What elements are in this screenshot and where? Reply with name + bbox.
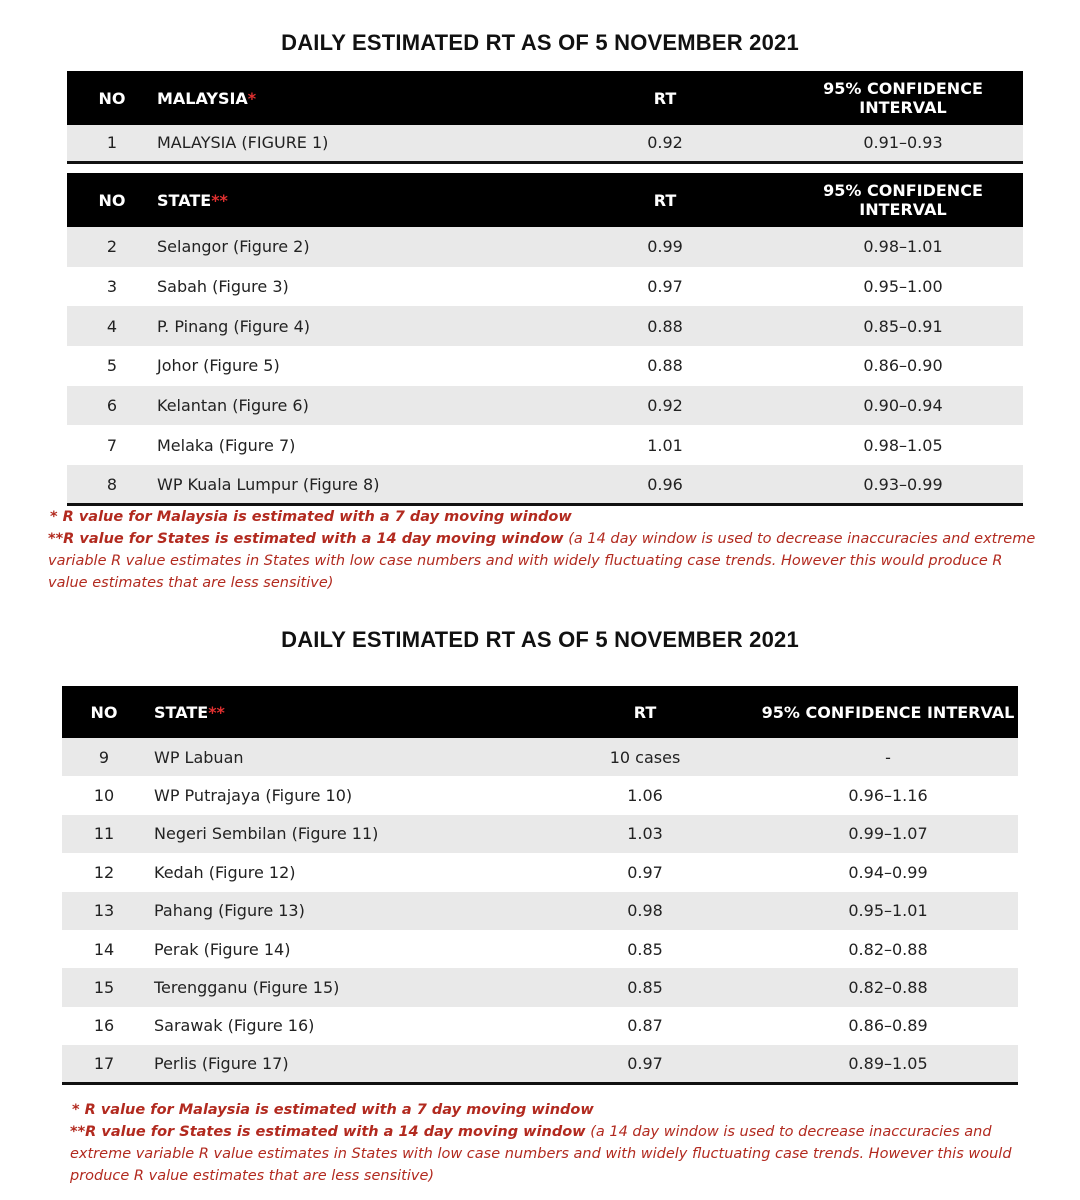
cell-rt: 0.98 <box>532 892 758 930</box>
header-rt: RT <box>547 71 783 125</box>
cell-rt: 0.92 <box>547 386 783 426</box>
table-header-row <box>62 686 1018 738</box>
cell-ci: 0.99–1.07 <box>758 815 1018 853</box>
cell-name: Perak (Figure 14) <box>154 939 291 959</box>
footnotes-1 <box>48 506 1038 594</box>
header-rt: RT <box>532 686 758 738</box>
cell-rt: 0.92 <box>547 125 783 162</box>
table-row <box>67 125 1023 162</box>
cell-rt: 0.97 <box>627 862 663 882</box>
table-row <box>62 1007 1018 1045</box>
cell-no: 6 <box>67 386 157 426</box>
cell-ci: 0.93–0.99 <box>783 465 1023 505</box>
cell-rt: 0.88 <box>647 356 683 376</box>
cell-name: Sabah (Figure 3) <box>157 277 289 297</box>
footnote-states: **R value for States is estimated with a 14 day moving window (a 14 day window is used to decrease inaccuracies and extreme variable R value estimates in States with low case numbers and with widely fluctuating case trends. However this would produce R value estimates that are less sensitive) <box>70 1124 1012 1184</box>
cell-no: 4 <box>67 306 157 346</box>
cell-rt: 0.99 <box>547 227 783 267</box>
cell-ci: 0.82–0.88 <box>758 968 1018 1006</box>
cell-name: Sarawak (Figure 16) <box>154 1016 315 1036</box>
footnotes-2 <box>70 1099 1030 1187</box>
cell-ci: 0.95–1.01 <box>758 892 1018 930</box>
footnote-malaysia: * R value for Malaysia is estimated with a 7 day moving window <box>50 509 572 525</box>
table-header-row <box>67 71 1023 125</box>
page-title-2: DAILY ESTIMATED RT AS OF 5 NOVEMBER 2021 <box>281 627 799 652</box>
cell-name: Melaka (Figure 7) <box>157 435 296 455</box>
table-row <box>67 386 1023 426</box>
cell-ci: 0.90–0.94 <box>783 386 1023 426</box>
cell-no: 3 <box>106 277 118 297</box>
cell-no: 16 <box>93 1016 115 1036</box>
cell-rt: 1.03 <box>532 815 758 853</box>
header-state: STATE** <box>146 686 532 738</box>
cell-no: 10 <box>93 786 115 806</box>
cell-rt: 0.85 <box>627 939 663 959</box>
cell-no: 15 <box>62 968 146 1006</box>
cell-ci: 0.89–1.05 <box>758 1045 1018 1083</box>
header-state: STATE** <box>157 173 547 227</box>
cell-name: Johor (Figure 5) <box>157 356 280 376</box>
cell-rt: 0.96 <box>547 465 783 505</box>
table-row <box>62 892 1018 930</box>
cell-ci: 0.86–0.89 <box>848 1016 928 1036</box>
cell-ci: 0.98–1.01 <box>783 227 1023 267</box>
header-no: NO <box>67 173 157 227</box>
header-malaysia: MALAYSIA* <box>157 71 547 125</box>
table-row <box>62 1045 1018 1083</box>
cell-no: 5 <box>106 356 118 376</box>
cell-no: 2 <box>67 227 157 267</box>
cell-no: 13 <box>62 892 146 930</box>
table-row <box>62 815 1018 853</box>
cell-ci: 0.82–0.88 <box>848 939 928 959</box>
cell-ci: 0.85–0.91 <box>783 306 1023 346</box>
cell-ci: 0.94–0.99 <box>848 862 928 882</box>
cell-ci: 0.86–0.90 <box>863 356 943 376</box>
header-ci: 95% CONFIDENCE INTERVAL <box>783 71 1023 125</box>
state-rt-table-2 <box>62 686 1018 1085</box>
cell-name: Negeri Sembilan (Figure 11) <box>146 815 532 853</box>
table-row <box>67 267 1023 307</box>
cell-rt: 10 cases <box>532 738 758 776</box>
cell-name: WP Putrajaya (Figure 10) <box>154 786 353 806</box>
cell-name: WP Labuan <box>146 738 532 776</box>
cell-rt: 1.06 <box>627 786 663 806</box>
cell-rt: 0.97 <box>647 277 683 297</box>
table-row <box>67 346 1023 386</box>
table-row <box>62 776 1018 814</box>
header-ci: 95% CONFIDENCE INTERVAL <box>758 686 1018 738</box>
cell-ci: - <box>758 738 1018 776</box>
cell-name: Perlis (Figure 17) <box>146 1045 532 1083</box>
cell-no: 11 <box>62 815 146 853</box>
table-row <box>67 425 1023 465</box>
cell-rt: 0.97 <box>532 1045 758 1083</box>
cell-ci: 0.96–1.16 <box>848 786 928 806</box>
cell-no: 7 <box>106 435 118 455</box>
header-no: NO <box>62 686 146 738</box>
footnote-states: **R value for States is estimated with a 14 day moving window (a 14 day window is used to decrease inaccuracies and extreme variable R value estimates in States with low case numbers and with widely fluctuating case trends. However this would produce R value estimates that are less sensitive) <box>48 531 1036 591</box>
cell-ci: 0.91–0.93 <box>783 125 1023 162</box>
cell-ci: 0.95–1.00 <box>863 277 943 297</box>
malaysia-rt-table <box>67 71 1023 164</box>
cell-no: 12 <box>93 862 115 882</box>
table-row <box>67 306 1023 346</box>
cell-no: 14 <box>93 939 115 959</box>
table-row <box>67 227 1023 267</box>
cell-name: MALAYSIA (FIGURE 1) <box>157 125 547 162</box>
cell-name: P. Pinang (Figure 4) <box>157 306 547 346</box>
cell-no: 9 <box>62 738 146 776</box>
table-row <box>62 968 1018 1006</box>
cell-ci: 0.98–1.05 <box>863 435 943 455</box>
footnote-malaysia: * R value for Malaysia is estimated with a 7 day moving window <box>72 1102 594 1118</box>
cell-name: WP Kuala Lumpur (Figure 8) <box>157 465 547 505</box>
cell-name: Selangor (Figure 2) <box>157 227 547 267</box>
header-rt: RT <box>547 173 783 227</box>
cell-rt: 1.01 <box>647 435 683 455</box>
state-rt-table-1 <box>67 173 1023 506</box>
cell-no: 17 <box>62 1045 146 1083</box>
cell-name: Pahang (Figure 13) <box>146 892 532 930</box>
page-title: DAILY ESTIMATED RT AS OF 5 NOVEMBER 2021 <box>281 30 799 55</box>
cell-name: Kelantan (Figure 6) <box>157 386 547 426</box>
cell-no: 8 <box>67 465 157 505</box>
table-row <box>62 738 1018 776</box>
table-header-row <box>67 173 1023 227</box>
header-ci: 95% CONFIDENCE INTERVAL <box>783 173 1023 227</box>
cell-rt: 0.85 <box>532 968 758 1006</box>
header-no: NO <box>67 71 157 125</box>
cell-name: Terengganu (Figure 15) <box>146 968 532 1006</box>
table-row <box>67 465 1023 505</box>
table-row <box>62 853 1018 891</box>
table-row <box>62 930 1018 968</box>
cell-no: 1 <box>67 125 157 162</box>
cell-name: Kedah (Figure 12) <box>154 862 296 882</box>
cell-rt: 0.88 <box>547 306 783 346</box>
cell-rt: 0.87 <box>627 1016 663 1036</box>
